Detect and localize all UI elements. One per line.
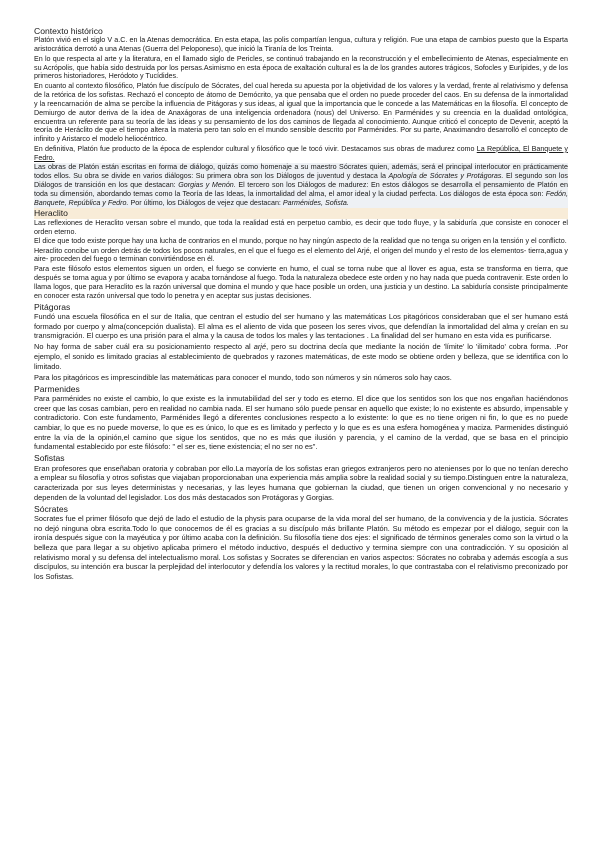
text-run: En definitiva, Platón fue producto de la época de esplendor cultural y filosófico que le tocó vivir. Destacamos sus obras de madurez como	[34, 144, 477, 153]
paragraph: En cuanto al contexto filosófico, Platón fue discípulo de Sócrates, del cual hereda su apuesta por la objetividad de los valores y la verdad, frente al relativismo y defensa de la retórica de los sofistas. Rechazó el concepto de átomo de Demócrito, ya que pensaba que el orden no puede proceder del caos. En su defensa de la inmortalidad y la reencarnación de alma se percibe la influencia de Pitágoras y sus ideas, al igual que la importancia que le concede a las Matemáticas en la filosofía. El concepto de Demiurgo de autor deriva de la idea de Anaxágoras de una inteligencia ordenadora (nous) del Universo. En Parménides y su creencia en la dualidad ontológica, encuentra un referente para su teoría de las ideas y su pensamiento de los dos caminos de llegada al conocimiento. Aunque criticó el concepto de Devenir, aceptó la teoría de Heráclito de que el tiempo altera la materia pero tan solo en el mundo sensible descrito por Parménides. Por su parte, Anaximandro desarrolló el concepto de infinito y Aristarco el modelo heliocéntrico.	[34, 81, 568, 144]
paragraph	[34, 342, 568, 371]
paragraph: Heraclito concibe un orden detrás de todos los pocos naturales, en el que el fuego es el elemento del Arjé, el origen del mundo y el resto de los elementos- tierra,agua y aire- proceden del fuego o terminan convirtiéndose en él.	[34, 246, 568, 264]
paragraph: Eran profesores que enseñaban oratoria y cobraban por ello.La mayoría de los sofistas eran griegos extranjeros pero no atenienses por lo que no tenían derecho a emplear su filosofía y otros sofistas que viajaban proporcionaban una experiencia más amplia sobre la realidad social y su tiempo.Distinguen entre la naturaleza, caracterizada por sus leyes deterministas y necesarias, y las leyes humana que gobiernan la ciudad, que tienen un origen convencional y no necesario y dependen de la voluntad del legislador. Los dos más destacados son Protágoras y Gorgias.	[34, 463, 568, 502]
section-title-parmenides: Parmenides	[34, 383, 80, 394]
section-title-contexto: Contexto histórico	[34, 26, 103, 36]
paragraph: Para los pitagóricos es imprescindible las matemáticas para conocer el mundo, todo son números y sin números solo hay caos.	[34, 372, 452, 382]
paragraph: Socrates fue el primer filósofo que dejó de lado el estudio de la physis para ocuparse de la vida moral del ser humano, de la convivencia y de la justicia. Sócrates no dejó ninguna obra escrita.Todo lo que conocemos de él es gracias a su discípulo más brillante Platón. Su método es empezar por el diálogo, seguir con la ironía después sigue con la mayéutica y por último acaba con la definición. Su filosofía tiene dos ejes: el significado de términos generales como son la virtud o la belleza que para llegar a su objetivo aplicaba primero el método inductivo, después el deductivo y termina siempre con una contradicción. Y su oposición al relativismo moral y su defensa del intelectualismo moral. Los sofistas y Socrates se diferencian en varios aspectos: Sócrates no cobraba y además escogía a sus discípulos, su intención era buscar la perplejidad del interlocutor y defendía los valores y la rectitud morales, lo que contrastaba con el relativismo preconizado por los Sofistas.	[34, 514, 568, 581]
italic-run: Apología de Sócrates y Protágoras.	[388, 172, 504, 181]
text-run: El segundo son los Diálogos de transición en los que destacan:	[34, 172, 569, 190]
italic-run: arjé	[253, 342, 267, 352]
paragraph-obras	[34, 163, 568, 208]
paragraph: El dice que todo existe porque hay una lucha de contrarios en el mundo, porque no hay ningún aspecto de la realidad que no tenga su origen en la tensión y el conflicto.	[34, 237, 567, 245]
paragraph: Platón vivió en el siglo V a.C. en la Atenas democrática. En esta etapa, las polis compartían lengua, cultura y religión. Fue una etapa de cambios puesto que la Esparta aristocrática derrotó a una Atenas (Guerra del Peloponeso), que inició la Tiranía de los Treinta.	[34, 36, 568, 54]
paragraph: En lo que respecta al arte y la literatura, en el llamado siglo de Pericles, se continuó trabajando en la reconstrucción y el embellecimiento de Atenas, especialmente en su Acrópolis, que había sido destruida por los persas.Asimismo en esta época de exaltación cultural es la de los grandes autores trágicos, Sofocles y Eurípides, y de los primeros historiadores, Heródoto y Tucídides.	[34, 54, 568, 81]
text-run: Las obras de Platón están escritas en forma de diálogo, quizás como homenaje a su maestro Sócrates quien, además, será el principal interlocutor en prácticamente todos ellos. Su obra se divide en varios diálogos: Su primera obra son los Diálogos de juventud y destaca la	[34, 163, 568, 181]
paragraph: Para parménides no existe el cambio, lo que existe es la inmutabilidad del ser y todo es eterno. El dice que los sentidos son los que nos engañan haciéndonos creer que las cosas cambian, pero en realidad no cambia nada. El ser humano sólo puede pensar en aquello que existe; lo no existente es absurdo, impensable y contradictorio. Con este fundamento, Parménides llegó a diferentes conclusiones respecto a lo existente: lo que es no tiene origen ni fin, lo que es no puede cambiar, lo que es no puede moverse, lo que es es único, lo que es es limitado y perfecto y lo que es es una esfera homogénea y maciza. Parmenides distinguió entre la vía de la opinión,el camino que sigue los sentidos, que no es más que ilusión y parencia, y el camino de la verdad, que se basa en el principio fundamental establecido por este filósofo: " el ser es, tiene existencia; el no ser no es".	[34, 394, 568, 452]
section-title-sofistas: Sofistas	[34, 453, 65, 464]
section-title-pitagoras: Pitágoras	[34, 301, 71, 312]
text-run: , pero su doctrina decía que mediante la noción de 'límite' lo 'ilimitado' cobra forma. .Por ejemplo, el sonido es limitado gracias al establecimiento de quebrados y razones matemáticas, de este modo se obtiene orden y belleza, que se identifica con lo limitado.	[34, 342, 568, 371]
italic-run: Gorgias y Menón.	[178, 181, 236, 190]
text-run: No hay forma de saber cuál era su posicionamiento respecto al	[34, 342, 254, 352]
italic-run: Parménides, Sofista.	[282, 198, 349, 207]
lower-sections	[34, 302, 568, 582]
paragraph: Fundó una escuela filosófica en el sur de Italia, que centran el estudio del ser humano y las matemáticas Los pitagóricos consideraban que el ser humano está formado por cuerpo y alma(concepción dualista). El alma es el aliento de vida que poseen los seres vivos, que defendían la inmortalidad del alma y creían en su transmigración. El cuerpo es una prisión para el alma y la causa de todos los males y las tentaciones . La finalidad del ser humano en esta vida es purificarse.	[34, 311, 568, 341]
works-underlined: La República, El Banquete y Fedro.	[34, 144, 568, 162]
section-title-heraclito: Heraclito	[34, 208, 568, 218]
text-run: El tercero son los Diálogos de madurez: En estos diálogos se desarrolla el pensamiento de Platón en toda su dimensión, abordando temas como la Teoría de las Ideas, la inmortalidad del alma, el amor ideal y la ciudad perfecta. Los diálogos de esta época son:	[34, 181, 568, 198]
paragraph: Para este filósofo estos elementos siguen un orden, el fuego se convierte en humo, el cual se torna nube que al llover es agua, esta se transforma en tierra, que después se torna agua y por último se evapora y acaba tornándose al fuego. Toda la naturaleza obedece este orden y no hay nada que pueda contravenir. Este orden lo llama logos, que para Heraclito es la razón universal que domina el mundo y que hace posible un orden, una justicia y un destino. La sabiduría consiste principalmente en conocer esta razón universal que todo lo penetra y en aceptar sus justas decisiones.	[34, 264, 568, 300]
text-run: Por último, los Diálogos de vejez que destacan:	[128, 198, 283, 207]
paragraph	[34, 145, 568, 163]
paragraph: Las reflexiones de Heraclito versan sobre el mundo, que toda la realidad está en perpetuo cambio, es decir que todo fluye, y la sabiduría ,que consiste en conocer el orden eterno.	[34, 218, 568, 236]
section-title-socrates: Sócrates	[34, 503, 68, 514]
italic-run: Fedón, Banquete, República y Fedro.	[34, 189, 568, 207]
